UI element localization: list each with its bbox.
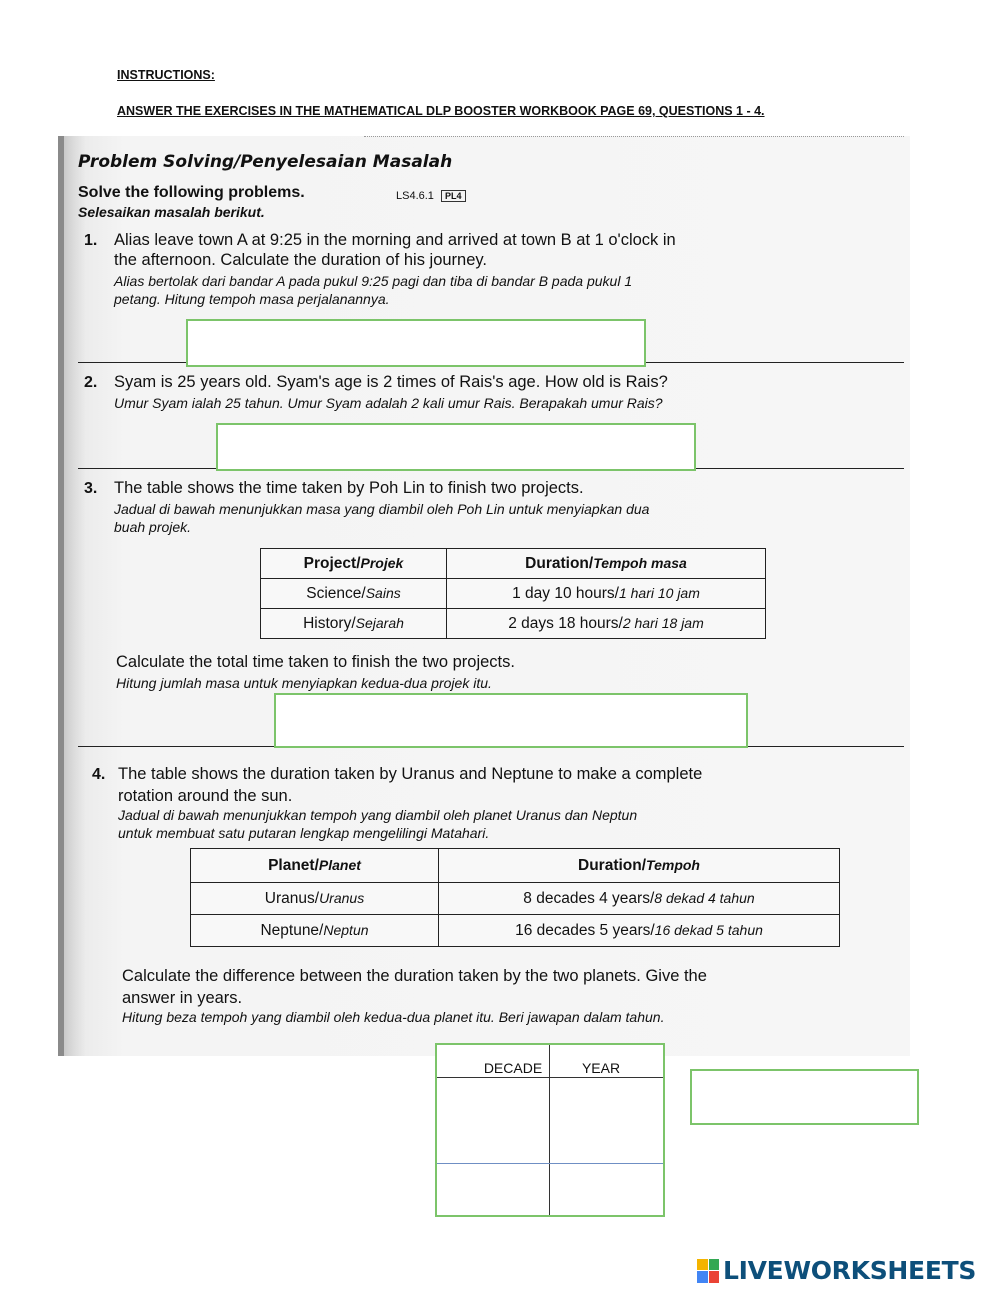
duration-cell — [439, 915, 840, 947]
header-project-ms: Projek — [360, 554, 404, 571]
project-ms: Sejarah — [355, 614, 404, 631]
grid-result-line — [437, 1163, 663, 1164]
instructions-text: ANSWER THE EXERCISES IN THE MATHEMATICAL DLP BOOSTER WORKBOOK PAGE 69, QUESTIONS 1 - 4. — [117, 104, 765, 118]
header-duration-en: Duration/ — [578, 856, 647, 874]
question-3-ms-line1: Jadual di bawah menunjukkan masa yang diambil oleh Poh Lin untuk menyiapkan dua — [114, 501, 650, 517]
question-4-en-line2: rotation around the sun. — [118, 787, 293, 805]
instructions-title: INSTRUCTIONS: — [117, 68, 215, 82]
planets-table-header-planet — [191, 849, 439, 883]
projects-table-header-duration — [447, 549, 766, 579]
sheet-title: Problem Solving/Penyelesaian Masalah — [78, 152, 453, 172]
planets-table — [190, 848, 840, 947]
question-1-ms-line1: Alias bertolak dari bandar A pada pukul 9:25 pagi dan tiba di bandar B pada pukul 1 — [114, 273, 633, 289]
question-3-en-line1: The table shows the time taken by Poh Lin to finish two projects. — [114, 479, 584, 497]
question-3-after-ms: Hitung jumlah masa untuk menyiapkan kedua-dua projek itu. — [116, 675, 492, 691]
duration-ms: 8 dekad 4 tahun — [654, 889, 755, 906]
sheet-heading-en: Solve the following problems. — [78, 184, 305, 201]
planets-table-header-duration — [439, 849, 840, 883]
question-3-number: 3. — [84, 480, 98, 497]
question-1-number: 1. — [84, 232, 98, 249]
learning-standard-code — [396, 190, 466, 202]
header-duration-ms: Tempoh masa — [593, 554, 687, 571]
duration-en: 1 day 10 hours/ — [512, 584, 619, 602]
table-row — [261, 579, 766, 609]
header-planet-ms: Planet — [318, 856, 361, 873]
liveworksheets-logo-icon — [697, 1259, 719, 1283]
question-2-ms-line1: Umur Syam ialah 25 tahun. Umur Syam adalah 2 kali umur Rais. Berapakah umur Rais? — [114, 395, 663, 411]
table-row — [191, 915, 840, 947]
brand-name: LIVEWORKSHEETS — [723, 1256, 977, 1285]
project-en: History/ — [303, 614, 356, 632]
project-cell — [261, 609, 447, 639]
worksheet-scan — [58, 136, 910, 1056]
answer-3-input[interactable] — [274, 693, 748, 748]
question-2-en-line1: Syam is 25 years old. Syam's age is 2 times of Rais's age. How old is Rais? — [114, 373, 668, 391]
question-2-number: 2. — [84, 374, 98, 391]
planet-ms: Uranus — [319, 889, 365, 906]
learning-standard-code-text: LS4.6.1 — [396, 190, 434, 202]
answer-1-input[interactable] — [186, 319, 646, 367]
project-en: Science/ — [306, 584, 366, 602]
planet-ms: Neptun — [323, 921, 369, 938]
decade-year-grid — [435, 1043, 665, 1217]
duration-ms: 16 dekad 5 tahun — [654, 921, 763, 938]
project-ms: Sains — [365, 584, 401, 601]
duration-en: 2 days 18 hours/ — [508, 614, 623, 632]
duration-ms: 1 hari 10 jam — [618, 584, 700, 601]
question-4-after-en-line1: Calculate the difference between the duration taken by the two planets. Give the — [122, 967, 707, 985]
question-4-ms-line1: Jadual di bawah menunjukkan tempoh yang diambil oleh planet Uranus dan Neptun — [118, 807, 638, 823]
duration-cell — [439, 883, 840, 915]
header-project-en: Project/ — [303, 554, 361, 572]
liveworksheets-brand — [697, 1256, 976, 1285]
sheet-top-divider — [364, 136, 904, 137]
project-cell — [261, 579, 447, 609]
question-4-number: 4. — [92, 766, 106, 783]
header-duration-en: Duration/ — [525, 554, 594, 572]
projects-table-header-project — [261, 549, 447, 579]
header-duration-ms: Tempoh — [646, 856, 700, 873]
question-4-after-ms: Hitung beza tempoh yang diambil oleh kedua-dua planet itu. Beri jawapan dalam tahun. — [122, 1009, 665, 1025]
question-3-after-en: Calculate the total time taken to finish the two projects. — [116, 653, 515, 671]
duration-cell — [447, 609, 766, 639]
answer-2-input[interactable] — [216, 423, 696, 471]
duration-cell — [447, 579, 766, 609]
duration-en: 8 decades 4 years/ — [523, 889, 655, 907]
question-4-en-line1: The table shows the duration taken by Uranus and Neptune to make a complete — [118, 765, 703, 783]
planet-cell — [191, 883, 439, 915]
header-planet-en: Planet/ — [268, 856, 319, 874]
decade-label: DECADE — [483, 1060, 543, 1076]
planet-en: Neptune/ — [260, 921, 324, 939]
planet-cell — [191, 915, 439, 947]
grid-vertical-line — [549, 1045, 550, 1215]
grid-header-line — [437, 1077, 663, 1078]
question-3-ms-line2: buah projek. — [114, 519, 192, 535]
table-row — [261, 609, 766, 639]
projects-table — [260, 548, 766, 639]
question-1-en-line1: Alias leave town A at 9:25 in the morning and arrived at town B at 1 o'clock in — [114, 231, 676, 249]
question-1-ms-line2: petang. Hitung tempoh masa perjalanannya. — [114, 291, 390, 307]
question-1-en-line2: the afternoon. Calculate the duration of his journey. — [114, 251, 488, 269]
question-4-after-en-line2: answer in years. — [122, 989, 243, 1007]
table-row — [191, 883, 840, 915]
planet-en: Uranus/ — [264, 889, 320, 907]
performance-level-badge: PL4 — [441, 190, 466, 202]
sheet-heading-ms: Selesaikan masalah berikut. — [78, 204, 265, 220]
question-4-ms-line2: untuk membuat satu putaran lengkap mengelilingi Matahari. — [118, 825, 490, 841]
duration-en: 16 decades 5 years/ — [515, 921, 655, 939]
duration-ms: 2 hari 18 jam — [622, 614, 704, 631]
year-label: YEAR — [581, 1060, 621, 1076]
answer-4-input[interactable] — [690, 1069, 919, 1125]
